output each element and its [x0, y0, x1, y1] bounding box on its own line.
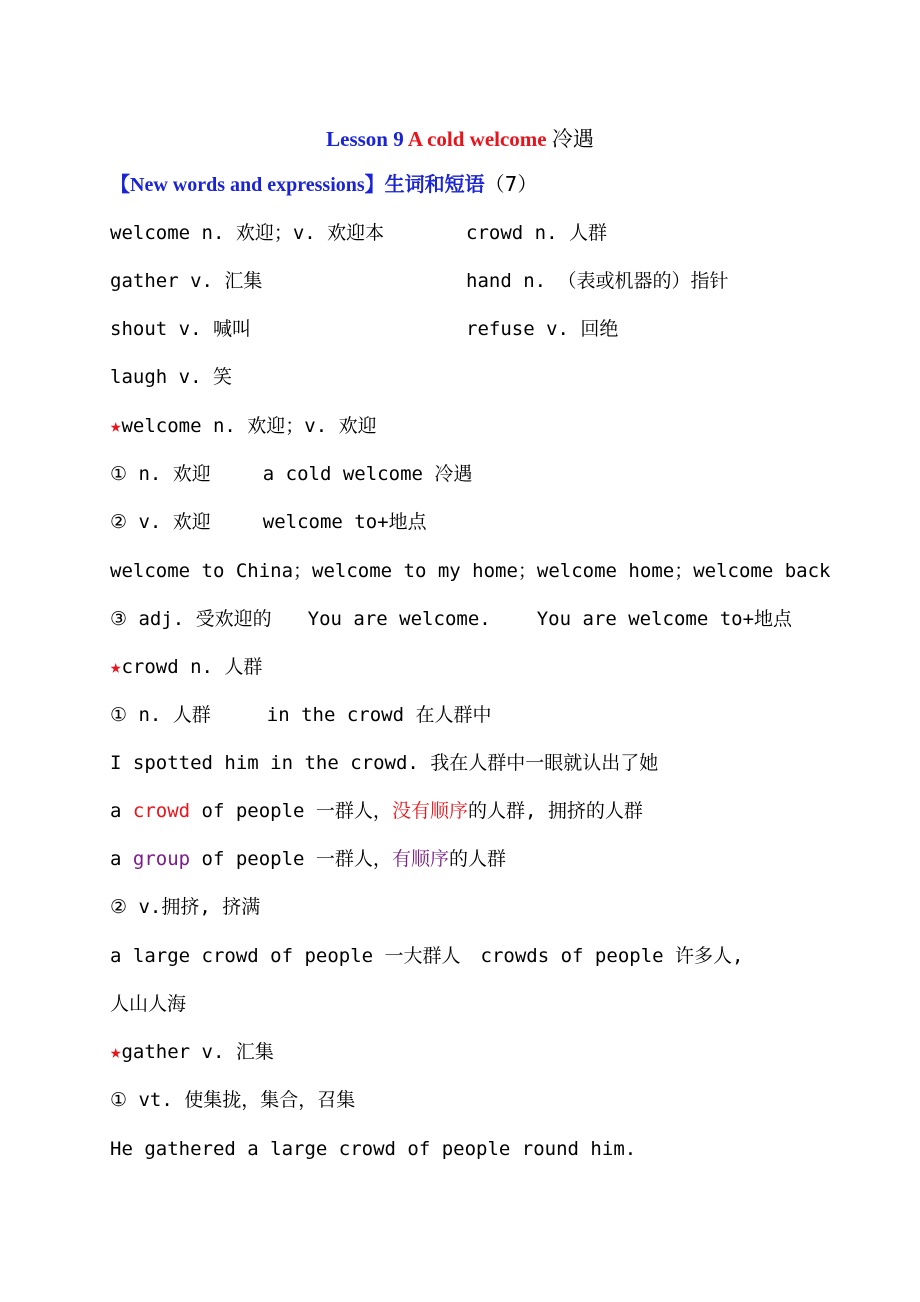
text-end: 的人群	[448, 848, 506, 870]
entry-gather-head	[110, 1039, 274, 1065]
entry-head-text: crowd n. 人群	[121, 656, 263, 678]
text-end: 的人群, 拥挤的人群	[467, 800, 643, 822]
welcome-examples: welcome to China；welcome to my home；welcome home；welcome back	[110, 560, 831, 582]
sense-label: ③ adj. 受欢迎的	[110, 608, 272, 630]
phrase-1: a large crowd of people 一大群人	[110, 945, 461, 967]
star-icon: ★	[110, 656, 122, 678]
entry-head-text: gather v. 汇集	[121, 1041, 274, 1063]
lesson-name-cn: 冷遇	[551, 127, 594, 151]
welcome-sense-3	[110, 606, 792, 632]
sense-example-1: You are welcome.	[307, 608, 491, 630]
star-icon: ★	[110, 1041, 122, 1063]
crowd-sentence: I spotted him in the crowd. 我在人群中一眼就认出了她	[110, 752, 659, 774]
lesson-name: A cold welcome	[407, 127, 547, 151]
sense-example: in the crowd 在人群中	[266, 704, 492, 726]
highlight-group: group	[132, 848, 191, 870]
section-heading-count: （7）	[484, 172, 538, 196]
text-a: a	[110, 800, 133, 822]
sense-example-2: You are welcome to+地点	[536, 608, 793, 630]
sense-example: welcome to+地点	[262, 511, 427, 533]
vocab-row	[110, 364, 232, 390]
sense-label: ① n. 人群	[110, 704, 211, 726]
section-heading-label: 【New words and expressions】	[110, 174, 385, 196]
star-icon: ★	[110, 415, 122, 437]
gather-sense-1: ① vt. 使集拢，集合，召集	[110, 1089, 356, 1111]
vocab-left: welcome n. 欢迎；v. 欢迎本	[110, 222, 385, 244]
entry-welcome-head	[110, 413, 377, 439]
welcome-sense-2	[110, 509, 427, 535]
vocab-left: gather v. 汇集	[110, 270, 263, 292]
sense-label: ① n. 欢迎	[110, 463, 211, 485]
lesson-title	[0, 123, 920, 153]
crowd-phrases	[110, 943, 743, 969]
entry-head-text: welcome n. 欢迎；v. 欢迎	[121, 415, 377, 437]
group-phrase-line	[110, 846, 506, 872]
vocab-row	[110, 220, 810, 246]
gather-sentence: He gathered a large crowd of people round him.	[110, 1138, 637, 1160]
vocab-right: hand n. （表或机器的）指针	[466, 270, 729, 292]
vocab-right: crowd n. 人群	[466, 222, 607, 244]
section-heading-cn: 生词和短语	[384, 172, 485, 196]
phrase-2: crowds of people 许多人,	[480, 945, 744, 967]
vocab-right: refuse v. 回绝	[466, 318, 619, 340]
vocab-row	[110, 268, 810, 294]
vocab-row	[110, 316, 810, 342]
crowd-sense-2: ② v.拥挤, 挤满	[110, 896, 261, 918]
text-a: a	[110, 848, 133, 870]
crowd-phrase-3: 人山人海	[110, 993, 187, 1015]
welcome-sense-1	[110, 461, 472, 487]
entry-crowd-head	[110, 654, 262, 680]
lesson-number: Lesson 9	[326, 127, 404, 151]
text-mid: of people 一群人，	[190, 800, 392, 822]
vocab-left: laugh v. 笑	[110, 366, 232, 388]
crowd-sense-1	[110, 702, 492, 728]
crowd-phrase-line	[110, 798, 643, 824]
section-heading	[110, 171, 537, 198]
highlight-note: 有顺序	[391, 848, 449, 870]
highlight-crowd: crowd	[132, 800, 191, 822]
text-mid: of people 一群人，	[190, 848, 392, 870]
sense-example: a cold welcome 冷遇	[262, 463, 473, 485]
highlight-note: 没有顺序	[391, 800, 468, 822]
vocab-left: shout v. 喊叫	[110, 318, 251, 340]
sense-label: ② v. 欢迎	[110, 511, 211, 533]
